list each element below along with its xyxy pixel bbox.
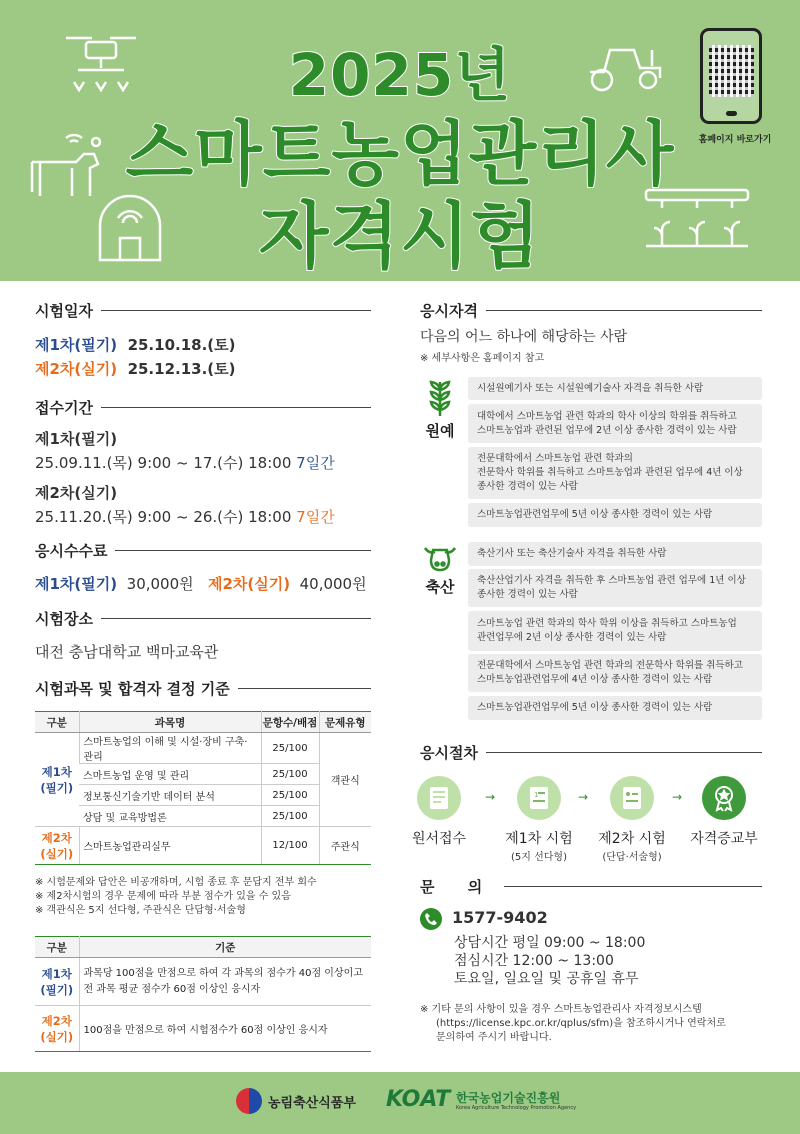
subject-score: 25/100	[261, 733, 319, 764]
application-first-label: 제1차(필기)	[35, 430, 118, 448]
fee-values: 제1차(필기) 30,000원 제2차(실기) 40,000원	[35, 575, 367, 593]
agency-name: 한국농업기술진흥원	[456, 1091, 561, 1105]
phone-icon	[420, 908, 442, 930]
contact-hours: 상담시간 평일 09:00 ~ 18:00	[454, 935, 646, 951]
certificate-badge-icon	[702, 776, 746, 820]
group-cell: 제1차 (필기)	[35, 958, 79, 1006]
col-header: 문항수/배점	[261, 712, 319, 733]
step-label: 제1차 시험	[505, 831, 573, 847]
group-cell: 제1차 (필기)	[35, 733, 79, 827]
subjects-notes	[35, 876, 317, 918]
wheat-icon	[425, 378, 455, 418]
contact-hours: 점심시간 12:00 ~ 13:00	[454, 953, 614, 969]
table-row	[35, 827, 371, 865]
livestock-label: 축산	[425, 578, 455, 596]
criteria-table	[35, 936, 371, 1052]
eligibility-item: 축산산업기사 자격을 취득한 후 스마트농업 관련 업무에 1년 이상 종사한 경력이 있는 사람	[468, 569, 762, 607]
subject-name: 스마트농업의 이해 및 시설·장비 구축·관리	[79, 733, 261, 764]
exam-sheet-icon	[610, 776, 654, 820]
subject-score: 25/100	[261, 806, 319, 827]
horticulture-label: 원예	[425, 422, 455, 440]
title-year: 2025년	[288, 41, 512, 109]
contact-heading: 문 의	[420, 876, 762, 897]
eligibility-heading: 응시자격	[420, 300, 762, 321]
subject-name: 정보통신기술기반 데이터 분석	[79, 785, 261, 806]
step-first-exam	[494, 776, 584, 863]
application-second-value: 25.11.20.(목) 9:00 ~ 26.(수) 18:00 7일간	[35, 508, 335, 526]
subjects-heading: 시험과목 및 합격자 결정 기준	[35, 678, 371, 699]
step-label: 원서접수	[411, 831, 467, 847]
agency-name-en: Korea Agriculture Technology Promotion Agency	[456, 1105, 577, 1111]
eligibility-item: 전문대학에서 스마트농업 관련 학과의 전문학사 학위를 취득하고 스마트농업관련업무에 4년 이상 종사한 경력이 있는 사람	[468, 654, 762, 692]
criteria-header-row	[35, 937, 371, 958]
exam-date-second: 제2차(실기) 25.12.13.(토)	[35, 360, 236, 378]
step-certificate	[679, 776, 769, 848]
cow-face-icon	[421, 540, 459, 574]
col-header: 기준	[79, 937, 371, 958]
table-row	[35, 958, 371, 1006]
table-row	[35, 733, 371, 764]
subject-score: 12/100	[261, 827, 319, 865]
note-line: ※ 객관식은 5지 선다형, 주관식은 단답형·서술형	[35, 905, 246, 916]
subject-score: 25/100	[261, 764, 319, 785]
footer	[0, 1072, 800, 1134]
procedure-heading: 응시절차	[420, 742, 762, 763]
eligibility-item: 스마트농업관련업무에 5년 이상 종사한 경력이 있는 사람	[468, 696, 762, 720]
criteria-text: 과목당 100점을 만점으로 하여 각 과목의 점수가 40점 이상이고 전 과목 평균 점수가 60점 이상인 응시자	[79, 958, 371, 1006]
subject-name: 상담 및 교육방법론	[79, 806, 261, 827]
col-header: 구분	[35, 937, 79, 958]
group-cell: 제2차 (실기)	[35, 1006, 79, 1052]
eligibility-item: 대학에서 스마트농업 관련 학과의 학사 이상의 학위를 취득하고 스마트농업과 관련된 업무에 2년 이상 종사한 경력이 있는 사람	[468, 404, 762, 443]
subjects-header-row	[35, 712, 371, 733]
criteria-text: 100점을 만점으로 하여 시험점수가 60점 이상인 응시자	[79, 1006, 371, 1052]
contact-phone[interactable]: 1577-9402	[452, 908, 548, 927]
arrow-icon: →	[672, 790, 683, 804]
venue-heading: 시험장소	[35, 608, 371, 629]
group-cell: 제2차 (실기)	[35, 827, 79, 865]
qr-label: 홈페이지 바로가기	[698, 135, 772, 145]
type-cell: 객관식	[319, 733, 371, 827]
step-label: 제2차 시험	[598, 831, 666, 847]
col-header: 문제유형	[319, 712, 371, 733]
subjects-table	[35, 711, 371, 865]
type-cell: 주관식	[319, 827, 371, 865]
contact-hours: 토요일, 일요일 및 공휴일 휴무	[454, 971, 639, 987]
contact-note: ※ 기타 문의 사항이 있을 경우 스마트농업관리사 자격정보시스템 (https://license.kpc.or.kr/qplus/sfm)을 참조하시거나 연락처로 문의하여 주시기 바랍니다.	[420, 1004, 726, 1043]
step-sub: (단답·서술형)	[602, 852, 662, 863]
ministry-logo-icon	[236, 1088, 262, 1114]
arrow-icon: →	[485, 790, 496, 804]
application-second-label: 제2차(실기)	[35, 484, 118, 502]
eligibility-subtitle: 다음의 어느 하나에 해당하는 사람	[420, 329, 628, 345]
application-first-value: 25.09.11.(목) 9:00 ~ 17.(수) 18:00 7일간	[35, 454, 335, 472]
note-line: ※ 시험문제와 답안은 비공개하며, 시험 종료 후 문답지 전부 회수	[35, 877, 317, 888]
table-row	[35, 1006, 371, 1052]
subject-name: 스마트농업관리실무	[79, 827, 261, 865]
application-heading: 접수기간	[35, 397, 371, 418]
eligibility-item: 스마트농업 관련 학과의 학사 학위 이상을 취득하고 스마트농업 관련업무에 2년 이상 종사한 경력이 있는 사람	[468, 611, 762, 651]
subject-score: 25/100	[261, 785, 319, 806]
eligibility-item: 스마트농업관련업무에 5년 이상 종사한 경력이 있는 사람	[468, 503, 762, 527]
step-second-exam	[587, 776, 677, 863]
title-main: 스마트농업관리사	[125, 113, 675, 195]
eligibility-note: ※ 세부사항은 홈페이지 참고	[420, 353, 545, 364]
subject-name: 스마트농업 운영 및 관리	[79, 764, 261, 785]
eligibility-item: 축산기사 또는 축산기술사 자격을 취득한 사람	[468, 542, 762, 566]
venue-value: 대전 충남대학교 백마교육관	[35, 643, 219, 661]
eligibility-item: 전문대학에서 스마트농업 관련 학과의 전문학사 학위를 취득하고 스마트농업과 관련된 업무에 4년 이상 종사한 경력이 있는 사람	[468, 447, 762, 499]
col-header: 과목명	[79, 712, 261, 733]
svg-text:1: 1	[534, 791, 539, 799]
header-banner	[0, 0, 800, 281]
note-line: ※ 제2차시험의 경우 문제에 따라 부분 점수가 있을 수 있음	[35, 891, 291, 902]
col-header: 구분	[35, 712, 79, 733]
step-label: 자격증교부	[690, 831, 758, 847]
agency-logo: KOAT	[386, 1087, 451, 1112]
title-sub: 자격시험	[258, 194, 542, 278]
arrow-icon: →	[578, 790, 589, 804]
exam-date-heading: 시험일자	[35, 300, 371, 321]
eligibility-item: 시설원예기사 또는 시설원예기술사 자격을 취득한 사람	[468, 377, 762, 400]
livestock-category	[416, 540, 464, 597]
step-sub: (5지 선다형)	[511, 852, 567, 863]
qr-code[interactable]	[700, 28, 762, 124]
fee-heading: 응시수수료	[35, 540, 371, 561]
exam-date-first: 제1차(필기) 25.10.18.(토)	[35, 336, 236, 354]
ministry-name: 농림축산식품부	[268, 1096, 356, 1111]
document-icon	[417, 776, 461, 820]
horticulture-category	[418, 378, 462, 441]
exam-sheet-icon	[517, 776, 561, 820]
step-application	[394, 776, 484, 848]
